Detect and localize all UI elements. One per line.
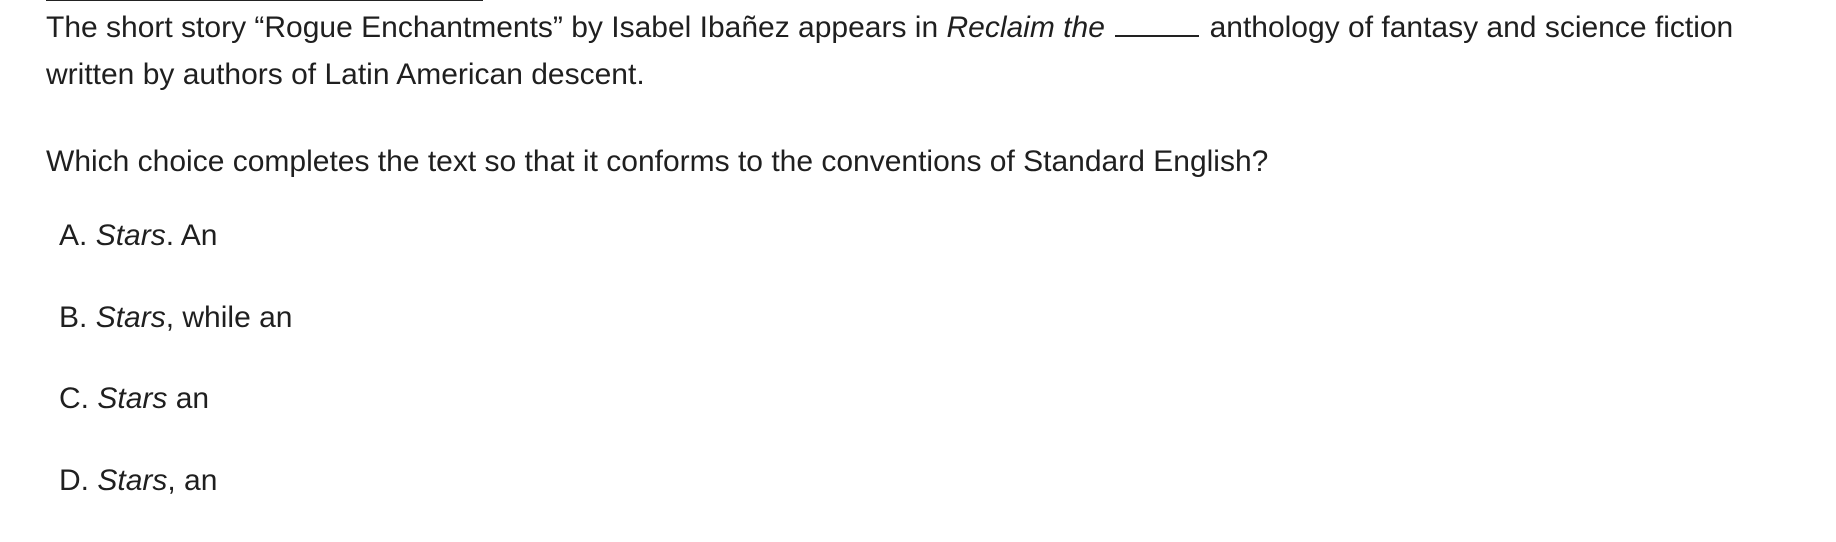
choice-italic: Stars [96, 301, 166, 334]
choice-letter: B. [59, 301, 96, 334]
choice-rest: , while an [166, 301, 293, 334]
top-divider [46, 0, 483, 1]
choice-rest: . An [166, 219, 218, 252]
choice-italic: Stars [97, 382, 167, 415]
question-prompt: Which choice completes the text so that it conforms to the conventions of Standard English? [46, 142, 1268, 182]
passage-part-2: anthology of fantasy and science fiction written by authors of Latin American descent. [46, 11, 1733, 91]
passage-text [46, 4, 1746, 98]
answer-choices [59, 216, 292, 542]
choice-letter: D. [59, 464, 97, 497]
choice-c[interactable] [59, 379, 292, 461]
choice-rest: an [167, 382, 209, 415]
passage-title-italic: Reclaim the [946, 11, 1104, 44]
choice-letter: C. [59, 382, 97, 415]
choice-letter: A. [59, 219, 96, 252]
choice-a[interactable] [59, 216, 292, 298]
choice-rest: , an [167, 464, 217, 497]
choice-italic: Stars [97, 464, 167, 497]
passage-part-1: The short story “Rogue Enchantments” by Isabel Ibañez appears in [46, 11, 946, 44]
choice-d[interactable] [59, 461, 292, 542]
choice-b[interactable] [59, 298, 292, 380]
choice-italic: Stars [96, 219, 166, 252]
answer-blank [1115, 35, 1199, 37]
